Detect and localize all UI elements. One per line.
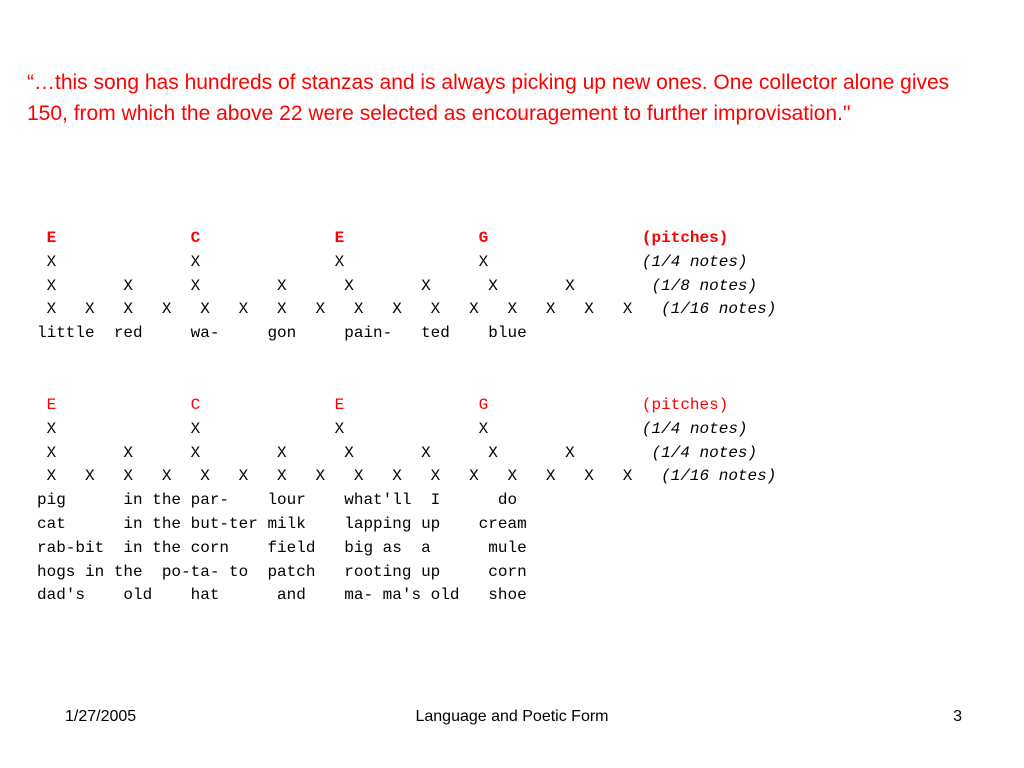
lyrics-line: rab-bit in the corn field big as a mule — [37, 538, 527, 557]
note-marks: X X X X X X X X — [37, 276, 575, 295]
pitch-letters: E C E G — [37, 396, 489, 414]
row-label: (1/4 notes) — [641, 252, 748, 271]
row-label: (1/4 notes) — [651, 443, 758, 462]
row-label: (1/4 notes) — [641, 419, 748, 438]
lyrics-line: pig in the par- lour what'll I do — [37, 491, 518, 510]
note-marks: X X X X — [37, 252, 489, 271]
sixteenth-notes-row — [37, 465, 776, 489]
quarter-notes-row — [37, 418, 776, 442]
lyrics-line: hogs in the po-ta- to patch rooting up corn — [37, 562, 527, 581]
row-label: (1/16 notes) — [661, 300, 777, 319]
notation-block-2 — [37, 394, 776, 608]
pitch-letters: E C E G — [37, 229, 489, 247]
eighth-notes-row — [37, 275, 776, 299]
note-marks: X X X X X X X X X X X X X X X X — [37, 467, 633, 486]
lyrics-line: dad's old hat and ma- ma's old shoe — [37, 586, 527, 605]
notation-block-1 — [37, 227, 776, 346]
pitches-row — [37, 394, 776, 418]
row-label: (1/16 notes) — [661, 467, 777, 486]
eighth-notes-row — [37, 442, 776, 466]
footer-title: Language and Poetic Form — [415, 708, 609, 725]
footer-date: 1/27/2005 — [65, 708, 137, 725]
sixteenth-notes-row — [37, 298, 776, 322]
page-number: 3 — [953, 708, 962, 725]
note-marks: X X X X X X X X — [37, 443, 575, 462]
quote-text: “…this song has hundreds of stanzas and is always picking up new ones. One collector alone gives 150, from which the above 22 were selected as encouragement to further improvisation." — [27, 71, 950, 125]
quarter-notes-row — [37, 251, 776, 275]
pitches-label: (pitches) — [641, 229, 729, 247]
lyrics-line: cat in the but-ter milk lapping up cream — [37, 514, 527, 533]
note-marks: X X X X X X X X X X X X X X X X — [37, 300, 633, 319]
lyrics-line: little red wa- gon pain- ted blue — [37, 324, 527, 343]
pitches-label: (pitches) — [641, 396, 729, 414]
pitches-row — [37, 227, 776, 251]
note-marks: X X X X — [37, 419, 489, 438]
row-label: (1/8 notes) — [651, 276, 758, 295]
